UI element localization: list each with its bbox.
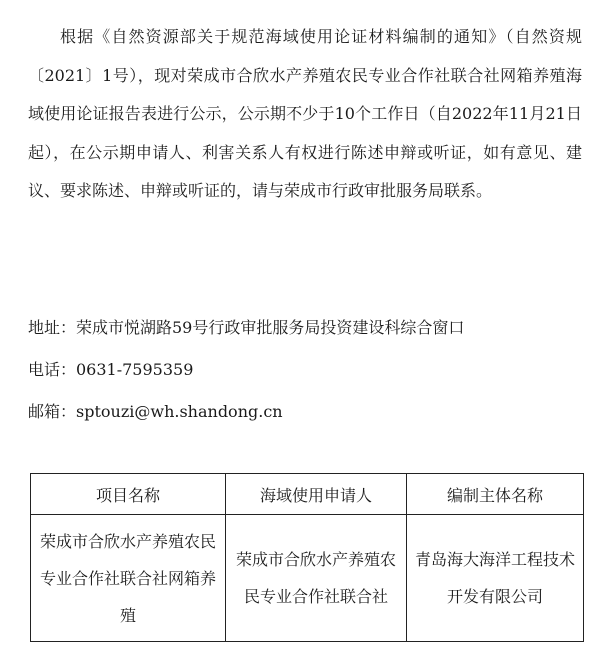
contact-address: 地址：荣成市悦湖路59号行政审批服务局投资建设科综合窗口 (28, 318, 465, 337)
header-compiler: 编制主体名称 (407, 474, 584, 515)
header-applicant: 海域使用申请人 (226, 474, 407, 515)
cell-project-name: 荣成市合欣水产养殖农民专业合作社联合社网箱养殖 (31, 515, 226, 642)
project-info-table (30, 473, 584, 642)
cell-compiler: 青岛海大海洋工程技术开发有限公司 (407, 515, 584, 642)
table-row (31, 515, 584, 642)
notice-paragraph: 根据《自然资源部关于规范海域使用论证材料编制的通知》（自然资规〔2021〕1号），现对荣成市合欣水产养殖农民专业合作社联合社网箱养殖海域使用论证报告表进行公示，公示期不少于10个工作日（自2022年11月21日起），在公示期申请人、利害关系人有权进行陈述申辩或听证，如有意见、建议、要求陈述、申辩或听证的，请与荣成市行政审批服务局联系。 (28, 27, 582, 201)
header-project-name: 项目名称 (31, 474, 226, 515)
contact-phone: 电话：0631-7595359 (28, 360, 194, 379)
contact-email: 邮箱：sptouzi@wh.shandong.cn (28, 402, 283, 421)
table-header-row (31, 474, 584, 515)
cell-applicant: 荣成市合欣水产养殖农民专业合作社联合社 (226, 515, 407, 642)
